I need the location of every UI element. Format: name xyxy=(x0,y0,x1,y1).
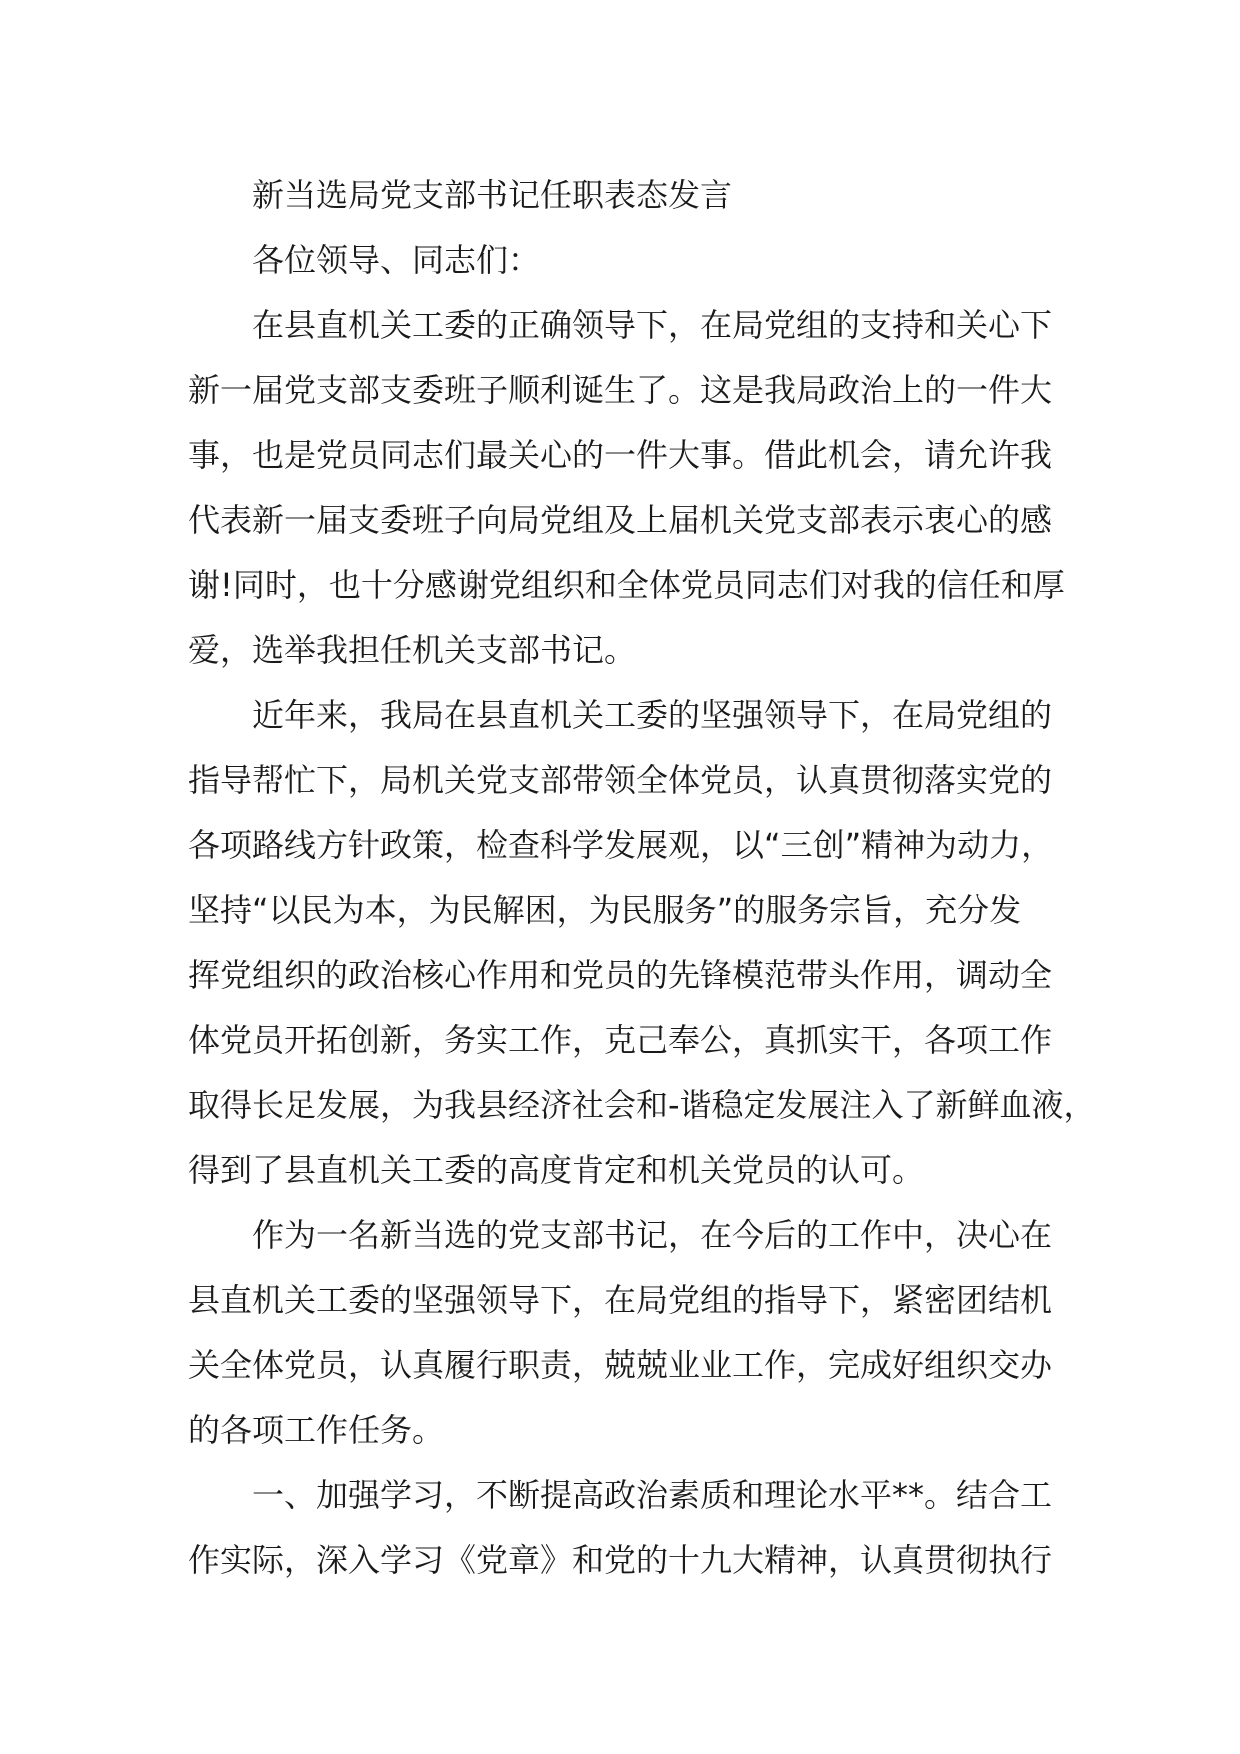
paragraph-line: 指导帮忙下，局机关党支部带领全体党员，认真贯彻落实党的 xyxy=(188,761,1053,799)
paragraph-line: 爱，选举我担任机关支部书记。 xyxy=(188,631,637,669)
paragraph-line: 的各项工作任务。 xyxy=(188,1411,445,1449)
paragraph-line: 事，也是党员同志们最关心的一件大事。借此机会，请允许我 xyxy=(188,436,1053,474)
document-title: 新当选局党支部书记任职表态发言 xyxy=(252,176,733,214)
paragraph-4 xyxy=(188,1463,1088,1593)
paragraph-2 xyxy=(188,683,1096,1203)
paragraph-line: 县直机关工委的坚强领导下，在局党组的指导下，紧密团结机 xyxy=(188,1281,1053,1319)
paragraph-3 xyxy=(188,1203,1088,1463)
paragraph-line: 各项路线方针政策，检查科学发展观，以“三创”精神为动力， xyxy=(188,826,1054,864)
paragraph-line: 挥党组织的政治核心作用和党员的先锋模范带头作用，调动全 xyxy=(188,956,1053,994)
paragraph-line: 作实际，深入学习《党章》和党的十九大精神，认真贯彻执行 xyxy=(188,1541,1053,1579)
paragraph-line: 一、加强学习，不断提高政治素质和理论水平**。结合工 xyxy=(252,1476,1053,1514)
paragraph-line: 新一届党支部支委班子顺利诞生了。这是我局政治上的一件大 xyxy=(188,371,1053,409)
paragraph-line: 体党员开拓创新，务实工作，克己奉公，真抓实干，各项工作 xyxy=(188,1021,1053,1059)
paragraph-line: 谢!同时，也十分感谢党组织和全体党员同志们对我的信任和厚 xyxy=(188,566,1065,604)
paragraph-line: 作为一名新当选的党支部书记，在今后的工作中，决心在 xyxy=(252,1216,1053,1254)
paragraph-1 xyxy=(188,293,1088,683)
paragraph-line: 坚持“以民为本，为民解困，为民服务”的服务宗旨，充分发 xyxy=(188,891,1022,929)
paragraph-line: 取得长足发展，为我县经济社会和-谐稳定发展注入了新鲜血液， xyxy=(188,1086,1096,1124)
paragraph-line: 代表新一届支委班子向局党组及上届机关党支部表示衷心的感 xyxy=(188,501,1053,539)
salutation: 各位领导、同志们： xyxy=(252,241,541,279)
paragraph-line: 得到了县直机关工委的高度肯定和机关党员的认可。 xyxy=(188,1151,925,1189)
paragraph-line: 近年来，我局在县直机关工委的坚强领导下，在局党组的 xyxy=(252,696,1053,734)
paragraph-line: 在县直机关工委的正确领导下，在局党组的支持和关心下 xyxy=(252,306,1053,344)
document-body xyxy=(188,163,1096,1593)
paragraph-line: 关全体党员，认真履行职责，兢兢业业工作，完成好组织交办 xyxy=(188,1346,1053,1384)
